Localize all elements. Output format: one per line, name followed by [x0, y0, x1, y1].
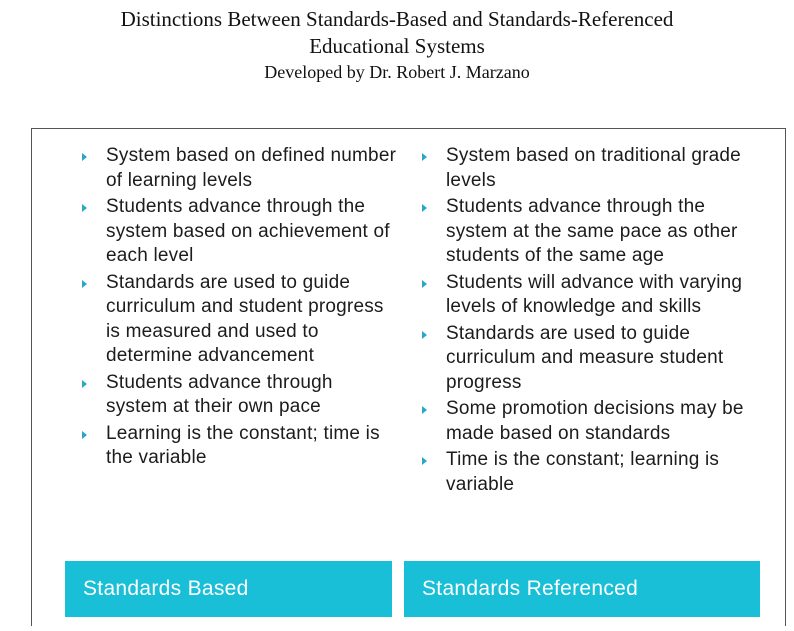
list-item: [418, 322, 763, 396]
triangle-bullet-icon: [82, 153, 87, 161]
list-item-text: Time is the constant; learning is variable: [446, 449, 720, 495]
standards-referenced-list: [418, 144, 763, 497]
page-title-line-1: Distinctions Between Standards-Based and Standards-Referenced: [120, 7, 674, 31]
list-item-text: System based on traditional grade levels: [446, 145, 741, 191]
triangle-bullet-icon: [82, 280, 87, 288]
list-item-text: System based on defined number of learning levels: [106, 145, 397, 191]
list-item-text: Students advance through the system at the same pace as other students of the same age: [446, 196, 738, 266]
standards-referenced-label: Standards Referenced: [404, 561, 760, 617]
list-item: [418, 195, 763, 269]
list-item: [418, 271, 763, 320]
list-item: [78, 371, 398, 420]
list-item: [78, 195, 398, 269]
triangle-bullet-icon: [82, 431, 87, 439]
list-item: [78, 271, 398, 369]
list-item-text: Students advance through the system based on achievement of each level: [106, 196, 390, 266]
triangle-bullet-icon: [422, 204, 427, 212]
triangle-bullet-icon: [422, 331, 427, 339]
list-item-text: Students will advance with varying levels of knowledge and skills: [446, 271, 743, 317]
list-item: [418, 397, 763, 446]
list-item-text: Standards are used to guide curriculum and student progress is measured and used to determine advancement: [106, 271, 384, 366]
triangle-bullet-icon: [422, 153, 427, 161]
list-item: [418, 144, 763, 193]
list-item: [78, 422, 398, 471]
triangle-bullet-icon: [422, 457, 427, 465]
list-item: [78, 144, 398, 193]
triangle-bullet-icon: [422, 406, 427, 414]
list-item-text: Standards are used to guide curriculum and measure student progress: [446, 322, 724, 393]
triangle-bullet-icon: [82, 380, 87, 388]
standards-based-label: Standards Based: [65, 561, 392, 617]
standards-based-list: [78, 144, 398, 471]
triangle-bullet-icon: [82, 204, 87, 212]
list-item-text: Learning is the constant; time is the variable: [106, 422, 380, 468]
standards-referenced-column: [418, 144, 763, 499]
list-item-text: Some promotion decisions may be made based on standards: [446, 398, 744, 444]
author-credit: Developed by Dr. Robert J. Marzano: [264, 62, 530, 82]
page-title-line-2: Educational Systems: [309, 34, 485, 58]
list-item-text: Students advance through system at their own pace: [106, 371, 333, 417]
list-item: [418, 448, 763, 497]
standards-based-column: [78, 144, 398, 473]
triangle-bullet-icon: [422, 280, 427, 288]
